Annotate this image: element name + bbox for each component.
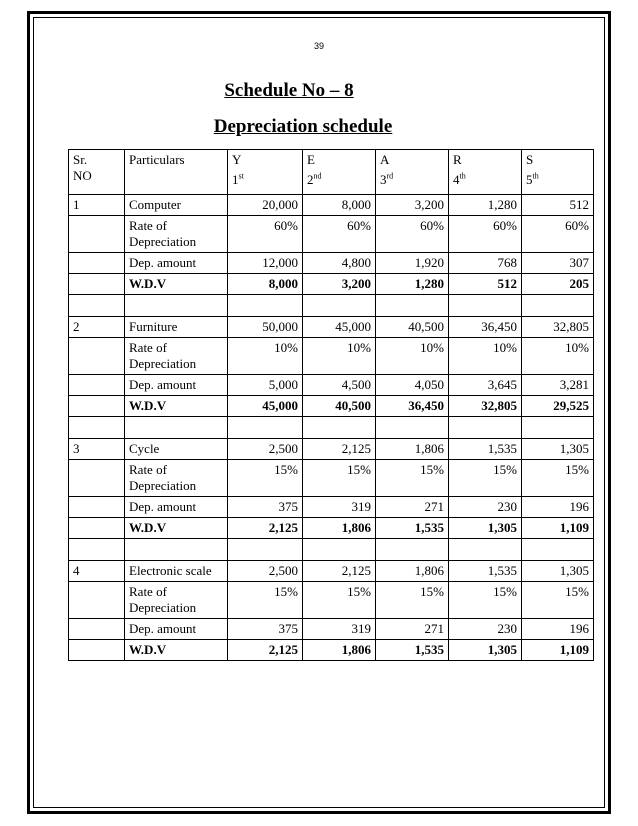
cell-year-3: 60% (376, 216, 449, 253)
blank-cell (69, 417, 125, 439)
cell-sr-no (69, 619, 125, 640)
cell-sr-no (69, 640, 125, 661)
cell-year-2: 60% (303, 216, 376, 253)
cell-sr-no: 3 (69, 439, 125, 460)
header-letter: E (307, 152, 315, 167)
cell-sr-no: 4 (69, 561, 125, 582)
header-year-sup: th (459, 171, 466, 181)
header-year-num: 3 (380, 172, 387, 187)
cell-year-4: 60% (449, 216, 522, 253)
cell-particulars: Rate of Depreciation (125, 216, 228, 253)
cell-year-4: 768 (449, 253, 522, 274)
blank-cell (303, 539, 376, 561)
blank-cell (228, 295, 303, 317)
cell-year-3: 1,806 (376, 439, 449, 460)
header-year-sup: th (532, 171, 539, 181)
blank-cell (228, 417, 303, 439)
cell-year-1: 2,500 (228, 561, 303, 582)
cell-year-3: 15% (376, 582, 449, 619)
cell-year-3: 1,280 (376, 274, 449, 295)
cell-sr-no (69, 274, 125, 295)
cell-year-2: 319 (303, 497, 376, 518)
table-row (69, 518, 594, 539)
header-letter: R (453, 152, 462, 167)
cell-year-4: 15% (449, 460, 522, 497)
cell-year-4: 15% (449, 582, 522, 619)
cell-year-1: 10% (228, 338, 303, 375)
cell-year-2: 3,200 (303, 274, 376, 295)
cell-year-5: 196 (522, 619, 594, 640)
cell-year-3: 3,200 (376, 195, 449, 216)
cell-year-2: 15% (303, 582, 376, 619)
cell-year-3: 10% (376, 338, 449, 375)
blank-cell (449, 539, 522, 561)
cell-year-5: 1,305 (522, 439, 594, 460)
cell-particulars: Computer (125, 195, 228, 216)
cell-year-5: 1,109 (522, 640, 594, 661)
cell-year-5: 15% (522, 460, 594, 497)
cell-year-1: 12,000 (228, 253, 303, 274)
blank-cell (522, 539, 594, 561)
table-row (69, 216, 594, 253)
cell-year-3: 4,050 (376, 375, 449, 396)
cell-particulars: Rate of Depreciation (125, 582, 228, 619)
blank-cell (69, 295, 125, 317)
cell-year-5: 60% (522, 216, 594, 253)
table-row (69, 396, 594, 417)
cell-particulars: W.D.V (125, 396, 228, 417)
cell-year-1: 20,000 (228, 195, 303, 216)
cell-year-2: 10% (303, 338, 376, 375)
header-letter: Y (232, 152, 242, 167)
header-year-sup: nd (313, 171, 322, 181)
cell-particulars: Dep. amount (125, 619, 228, 640)
blank-cell (522, 417, 594, 439)
cell-year-2: 45,000 (303, 317, 376, 338)
header-year-num: 1 (232, 172, 239, 187)
cell-year-4: 1,535 (449, 439, 522, 460)
cell-year-5: 196 (522, 497, 594, 518)
cell-sr-no: 1 (69, 195, 125, 216)
cell-year-1: 375 (228, 619, 303, 640)
table-row (69, 338, 594, 375)
cell-particulars: Dep. amount (125, 497, 228, 518)
cell-year-2: 8,000 (303, 195, 376, 216)
cell-year-5: 1,305 (522, 561, 594, 582)
cell-year-5: 3,281 (522, 375, 594, 396)
cell-year-5: 15% (522, 582, 594, 619)
blank-cell (376, 539, 449, 561)
table-row (69, 460, 594, 497)
cell-particulars: Rate of Depreciation (125, 460, 228, 497)
blank-cell (376, 295, 449, 317)
table-row (69, 274, 594, 295)
cell-year-3: 271 (376, 497, 449, 518)
header-sr-line1: Sr. (73, 152, 88, 167)
cell-year-3: 15% (376, 460, 449, 497)
blank-cell (303, 295, 376, 317)
cell-year-4: 32,805 (449, 396, 522, 417)
cell-year-1: 2,500 (228, 439, 303, 460)
table-row (69, 497, 594, 518)
header-year-num: 4 (453, 172, 460, 187)
cell-year-5: 512 (522, 195, 594, 216)
cell-year-4: 10% (449, 338, 522, 375)
cell-particulars: Furniture (125, 317, 228, 338)
cell-year-2: 15% (303, 460, 376, 497)
cell-year-3: 271 (376, 619, 449, 640)
cell-year-4: 1,535 (449, 561, 522, 582)
schedule-title: Schedule No – 8 (224, 80, 354, 101)
cell-year-3: 1,535 (376, 518, 449, 539)
table-row (69, 439, 594, 460)
cell-year-5: 1,109 (522, 518, 594, 539)
table-row (69, 561, 594, 582)
cell-year-4: 512 (449, 274, 522, 295)
schedule-subtitle: Depreciation schedule (213, 116, 393, 137)
table-row (69, 317, 594, 338)
table-row (69, 253, 594, 274)
table-row (69, 619, 594, 640)
cell-year-1: 8,000 (228, 274, 303, 295)
blank-cell (303, 417, 376, 439)
cell-particulars: Dep. amount (125, 253, 228, 274)
cell-year-1: 2,125 (228, 640, 303, 661)
header-year-sup: rd (386, 171, 394, 181)
header-year-3 (376, 150, 449, 195)
cell-year-1: 15% (228, 582, 303, 619)
header-letter: S (526, 152, 534, 167)
cell-year-3: 1,920 (376, 253, 449, 274)
cell-year-1: 2,125 (228, 518, 303, 539)
cell-sr-no (69, 375, 125, 396)
blank-cell (522, 295, 594, 317)
blank-cell (449, 417, 522, 439)
cell-year-3: 40,500 (376, 317, 449, 338)
cell-year-3: 1,535 (376, 640, 449, 661)
cell-year-2: 2,125 (303, 439, 376, 460)
cell-year-4: 1,305 (449, 640, 522, 661)
blank-row (69, 295, 594, 317)
cell-year-1: 15% (228, 460, 303, 497)
cell-particulars: Electronic scale (125, 561, 228, 582)
cell-particulars: W.D.V (125, 518, 228, 539)
header-year-num: 5 (526, 172, 533, 187)
cell-year-1: 375 (228, 497, 303, 518)
blank-row (69, 417, 594, 439)
cell-sr-no (69, 396, 125, 417)
cell-particulars: W.D.V (125, 274, 228, 295)
header-year-5 (522, 150, 594, 195)
cell-sr-no (69, 253, 125, 274)
cell-year-3: 36,450 (376, 396, 449, 417)
cell-sr-no (69, 518, 125, 539)
cell-year-3: 1,806 (376, 561, 449, 582)
cell-year-2: 4,500 (303, 375, 376, 396)
cell-particulars: Rate of Depreciation (125, 338, 228, 375)
header-year-4 (449, 150, 522, 195)
cell-year-5: 205 (522, 274, 594, 295)
cell-sr-no (69, 338, 125, 375)
cell-year-1: 5,000 (228, 375, 303, 396)
cell-year-4: 36,450 (449, 317, 522, 338)
header-letter: A (380, 152, 390, 167)
cell-particulars: W.D.V (125, 640, 228, 661)
cell-year-5: 10% (522, 338, 594, 375)
cell-year-4: 230 (449, 619, 522, 640)
cell-particulars: Dep. amount (125, 375, 228, 396)
blank-cell (449, 295, 522, 317)
blank-cell (69, 539, 125, 561)
cell-year-2: 1,806 (303, 518, 376, 539)
header-year-num: 2 (307, 172, 314, 187)
cell-year-2: 2,125 (303, 561, 376, 582)
header-particulars: Particulars (125, 150, 228, 195)
cell-year-4: 230 (449, 497, 522, 518)
table-row (69, 582, 594, 619)
cell-year-2: 1,806 (303, 640, 376, 661)
header-row (69, 150, 594, 195)
cell-sr-no (69, 216, 125, 253)
cell-year-2: 319 (303, 619, 376, 640)
cell-year-4: 3,645 (449, 375, 522, 396)
cell-year-5: 29,525 (522, 396, 594, 417)
blank-cell (125, 539, 228, 561)
depreciation-table (68, 149, 594, 661)
cell-particulars: Cycle (125, 439, 228, 460)
blank-cell (376, 417, 449, 439)
cell-year-1: 60% (228, 216, 303, 253)
cell-sr-no (69, 460, 125, 497)
cell-year-2: 40,500 (303, 396, 376, 417)
header-year-sup: st (238, 171, 244, 181)
cell-year-1: 50,000 (228, 317, 303, 338)
cell-sr-no (69, 497, 125, 518)
table-row (69, 375, 594, 396)
page-number: 39 (313, 41, 324, 51)
blank-row (69, 539, 594, 561)
cell-year-4: 1,280 (449, 195, 522, 216)
cell-year-5: 32,805 (522, 317, 594, 338)
cell-sr-no (69, 582, 125, 619)
blank-cell (125, 417, 228, 439)
cell-year-5: 307 (522, 253, 594, 274)
blank-cell (228, 539, 303, 561)
header-sr-line2: NO (73, 168, 92, 183)
header-sr-no (69, 150, 125, 195)
header-year-1 (228, 150, 303, 195)
header-year-2 (303, 150, 376, 195)
blank-cell (125, 295, 228, 317)
table-body (69, 195, 594, 661)
cell-year-1: 45,000 (228, 396, 303, 417)
table-row (69, 640, 594, 661)
table-row (69, 195, 594, 216)
cell-year-2: 4,800 (303, 253, 376, 274)
cell-sr-no: 2 (69, 317, 125, 338)
cell-year-4: 1,305 (449, 518, 522, 539)
